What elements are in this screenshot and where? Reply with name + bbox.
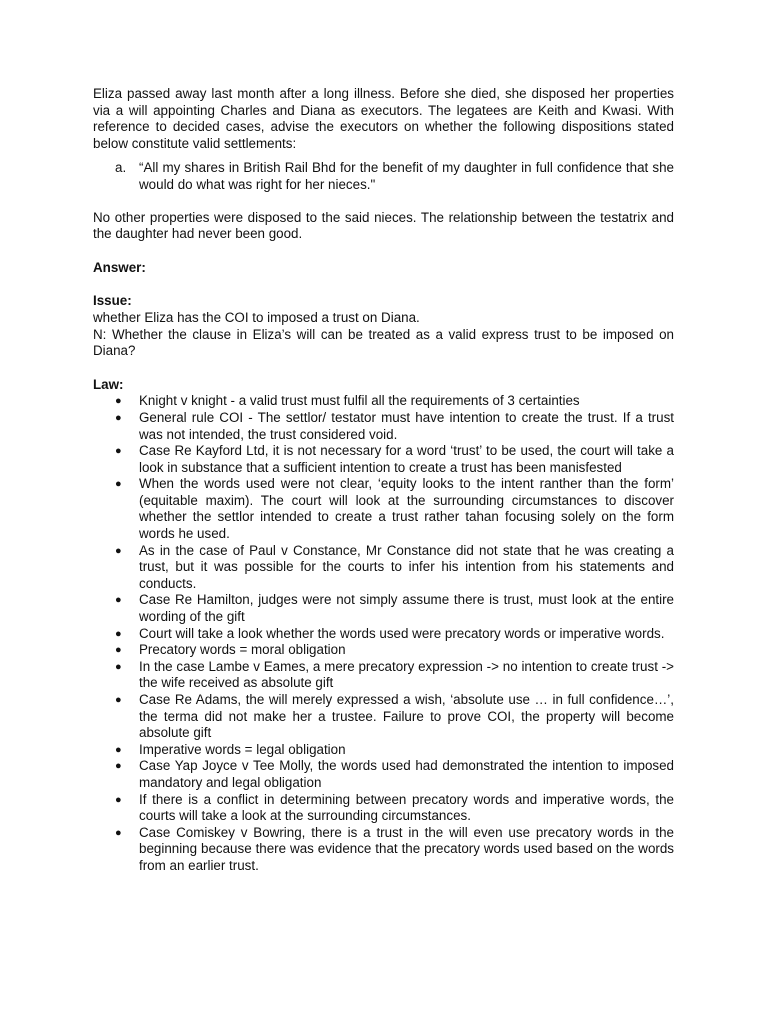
item-marker: a. bbox=[115, 160, 127, 176]
question-intro: Eliza passed away last month after a long illness. Before she died, she disposed her properties via a will appointing Charles and Diana as executors. The legatees are Keith and Kwasi. With reference to decided cases, advise the executors on whether the following dispositions stated below constitute valid settlements: bbox=[93, 86, 674, 151]
law-bullet-list bbox=[93, 393, 674, 874]
item-text: “All my shares in British Rail Bhd for the benefit of my daughter in full confidence that she would do what was right for her nieces." bbox=[139, 160, 674, 192]
list-item: ● Court will take a look whether the words used were precatory words or imperative words. bbox=[93, 626, 674, 643]
list-item: ● Case Re Kayford Ltd, it is not necessary for a word ‘trust’ to be used, the court will take a look in substance that a sufficient intention to create a trust has been manisfested bbox=[93, 443, 674, 476]
list-item: ● General rule COI - The settlor/ testator must have intention to create the trust. If a trust was not intended, the trust considered void. bbox=[93, 410, 674, 443]
context-paragraph: No other properties were disposed to the said nieces. The relationship between the testatrix and the daughter had never been good. bbox=[93, 209, 674, 242]
bullet-icon: ● bbox=[115, 644, 122, 657]
law-heading: Law: bbox=[93, 376, 124, 392]
list-item: ● Case Yap Joyce v Tee Molly, the words used had demonstrated the intention to imposed mandatory and legal obligation bbox=[93, 758, 674, 791]
list-item: ● Precatory words = moral obligation bbox=[93, 642, 674, 659]
bullet-icon: ● bbox=[115, 544, 122, 557]
list-item: ● Case Re Hamilton, judges were not simply assume there is trust, must look at the entire wording of the gift bbox=[93, 592, 674, 625]
list-item: ● If there is a conflict in determining between precatory words and imperative words, the courts will take a look at the surrounding circumstances. bbox=[93, 792, 674, 825]
law-section bbox=[93, 377, 674, 875]
bullet-icon: ● bbox=[115, 760, 122, 773]
bullet-icon: ● bbox=[115, 793, 122, 806]
list-item: ● Imperative words = legal obligation bbox=[93, 742, 674, 759]
bullet-icon: ● bbox=[115, 743, 122, 756]
issue-heading: Issue: bbox=[93, 293, 132, 309]
list-item: ● In the case Lambe v Eames, a mere precatory expression -> no intention to create trust -> the wife received as absolute gift bbox=[93, 659, 674, 692]
question-item-a bbox=[115, 160, 674, 193]
list-item: ● Knight v knight - a valid trust must fulfil all the requirements of 3 certainties bbox=[93, 393, 674, 410]
bullet-icon: ● bbox=[115, 478, 122, 491]
issue-line-1: whether Eliza has the COI to imposed a trust on Diana. bbox=[93, 309, 420, 325]
bullet-icon: ● bbox=[115, 445, 122, 458]
issue-line-2: N: Whether the clause in Eliza’s will can be treated as a valid express trust to be imposed on Diana? bbox=[93, 326, 674, 359]
bullet-icon: ● bbox=[115, 826, 122, 839]
list-item: ● Case Re Adams, the will merely expressed a wish, ‘absolute use … in full confidence…’, the terma did not make her a trustee. Failure to prove COI, the property will become absolute gift bbox=[93, 692, 674, 742]
bullet-icon: ● bbox=[115, 694, 122, 706]
bullet-icon: ● bbox=[115, 594, 122, 607]
bullet-icon: ● bbox=[115, 411, 122, 424]
answer-heading: Answer: bbox=[93, 259, 146, 275]
issue-section bbox=[93, 293, 674, 359]
list-item: ● When the words used were not clear, ‘equity looks to the intent ranther than the form’ (equitable maxim). The court will look at the surrounding circumstances to discover whether the settlor intended to create a trust rather tahan focusing solely on the form words he used. bbox=[93, 476, 674, 542]
list-item: ● Case Comiskey v Bowring, there is a trust in the will even use precatory words in the beginning because there was evidence that the precatory words used based on the words from an earlier trust. bbox=[93, 825, 674, 875]
bullet-icon: ● bbox=[115, 627, 122, 640]
list-item: ● As in the case of Paul v Constance, Mr Constance did not state that he was creating a trust, but it was possible for the courts to infer his intention from his statements and conducts. bbox=[93, 543, 674, 593]
bullet-icon: ● bbox=[115, 395, 122, 408]
bullet-icon: ● bbox=[115, 660, 122, 673]
